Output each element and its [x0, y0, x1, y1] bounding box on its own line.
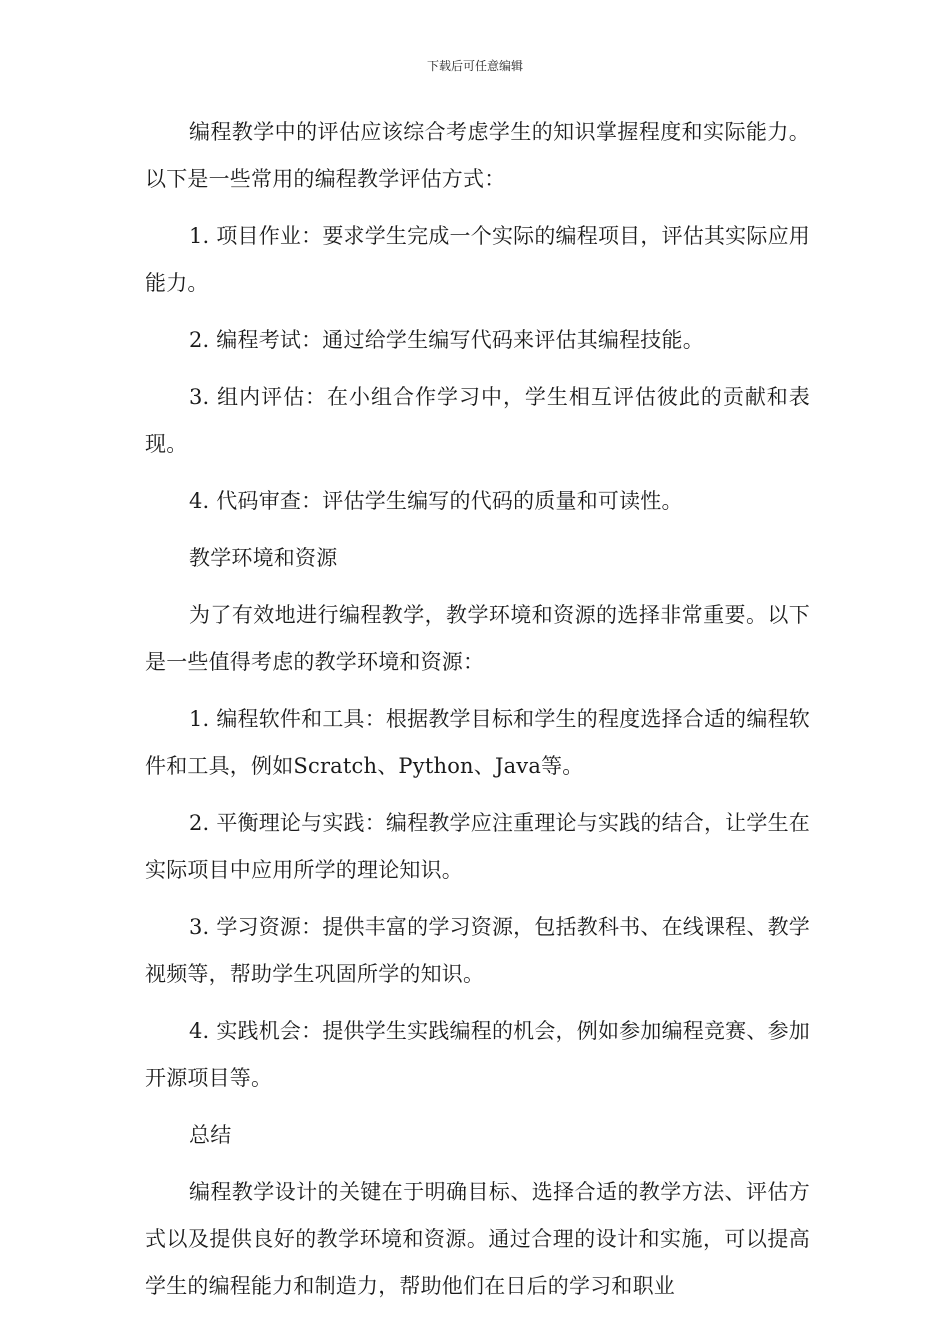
- list-item-practice-opportunities: 4. 实践机会：提供学生实践编程的机会，例如参加编程竞赛、参加开源项目等。: [145, 1019, 810, 1090]
- list-item-programming-exam: 2. 编程考试：通过给学生编写代码来评估其编程技能。: [189, 328, 704, 352]
- list-item-project-assignment: 1. 项目作业：要求学生完成一个实际的编程项目，评估其实际应用能力。: [145, 224, 810, 295]
- section-heading-environment: 教学环境和资源: [189, 546, 338, 570]
- paragraph-environment-intro: 为了有效地进行编程教学，教学环境和资源的选择非常重要。以下是一些值得考虑的教学环境和资源：: [145, 603, 810, 674]
- list-item-learning-resources: 3. 学习资源：提供丰富的学习资源，包括教科书、在线课程、教学视频等，帮助学生巩固所学的知识。: [145, 915, 810, 986]
- list-item-peer-assessment: 3. 组内评估：在小组合作学习中，学生相互评估彼此的贡献和表现。: [145, 385, 810, 456]
- document-body: [145, 109, 810, 1320]
- list-item-code-review: 4. 代码审查：评估学生编写的代码的质量和可读性。: [189, 489, 683, 513]
- paragraph-summary: 编程教学设计的关键在于明确目标、选择合适的教学方法、评估方式以及提供良好的教学环境和资源。通过合理的设计和实施，可以提高学生的编程能力和制造力，帮助他们在日后的学习和职业: [145, 1180, 810, 1298]
- list-item-theory-practice: 2. 平衡理论与实践：编程教学应注重理论与实践的结合，让学生在实际项目中应用所学的理论知识。: [145, 811, 810, 882]
- paragraph-intro: 编程教学中的评估应该综合考虑学生的知识掌握程度和实际能力。以下是一些常用的编程教学评估方式：: [145, 120, 810, 191]
- list-item-software-tools: 1. 编程软件和工具：根据教学目标和学生的程度选择合适的编程软件和工具，例如Scratch、Python、Java等。: [145, 707, 810, 778]
- section-heading-summary: 总结: [189, 1123, 232, 1147]
- page-header: 下载后可任意编辑: [426, 59, 523, 73]
